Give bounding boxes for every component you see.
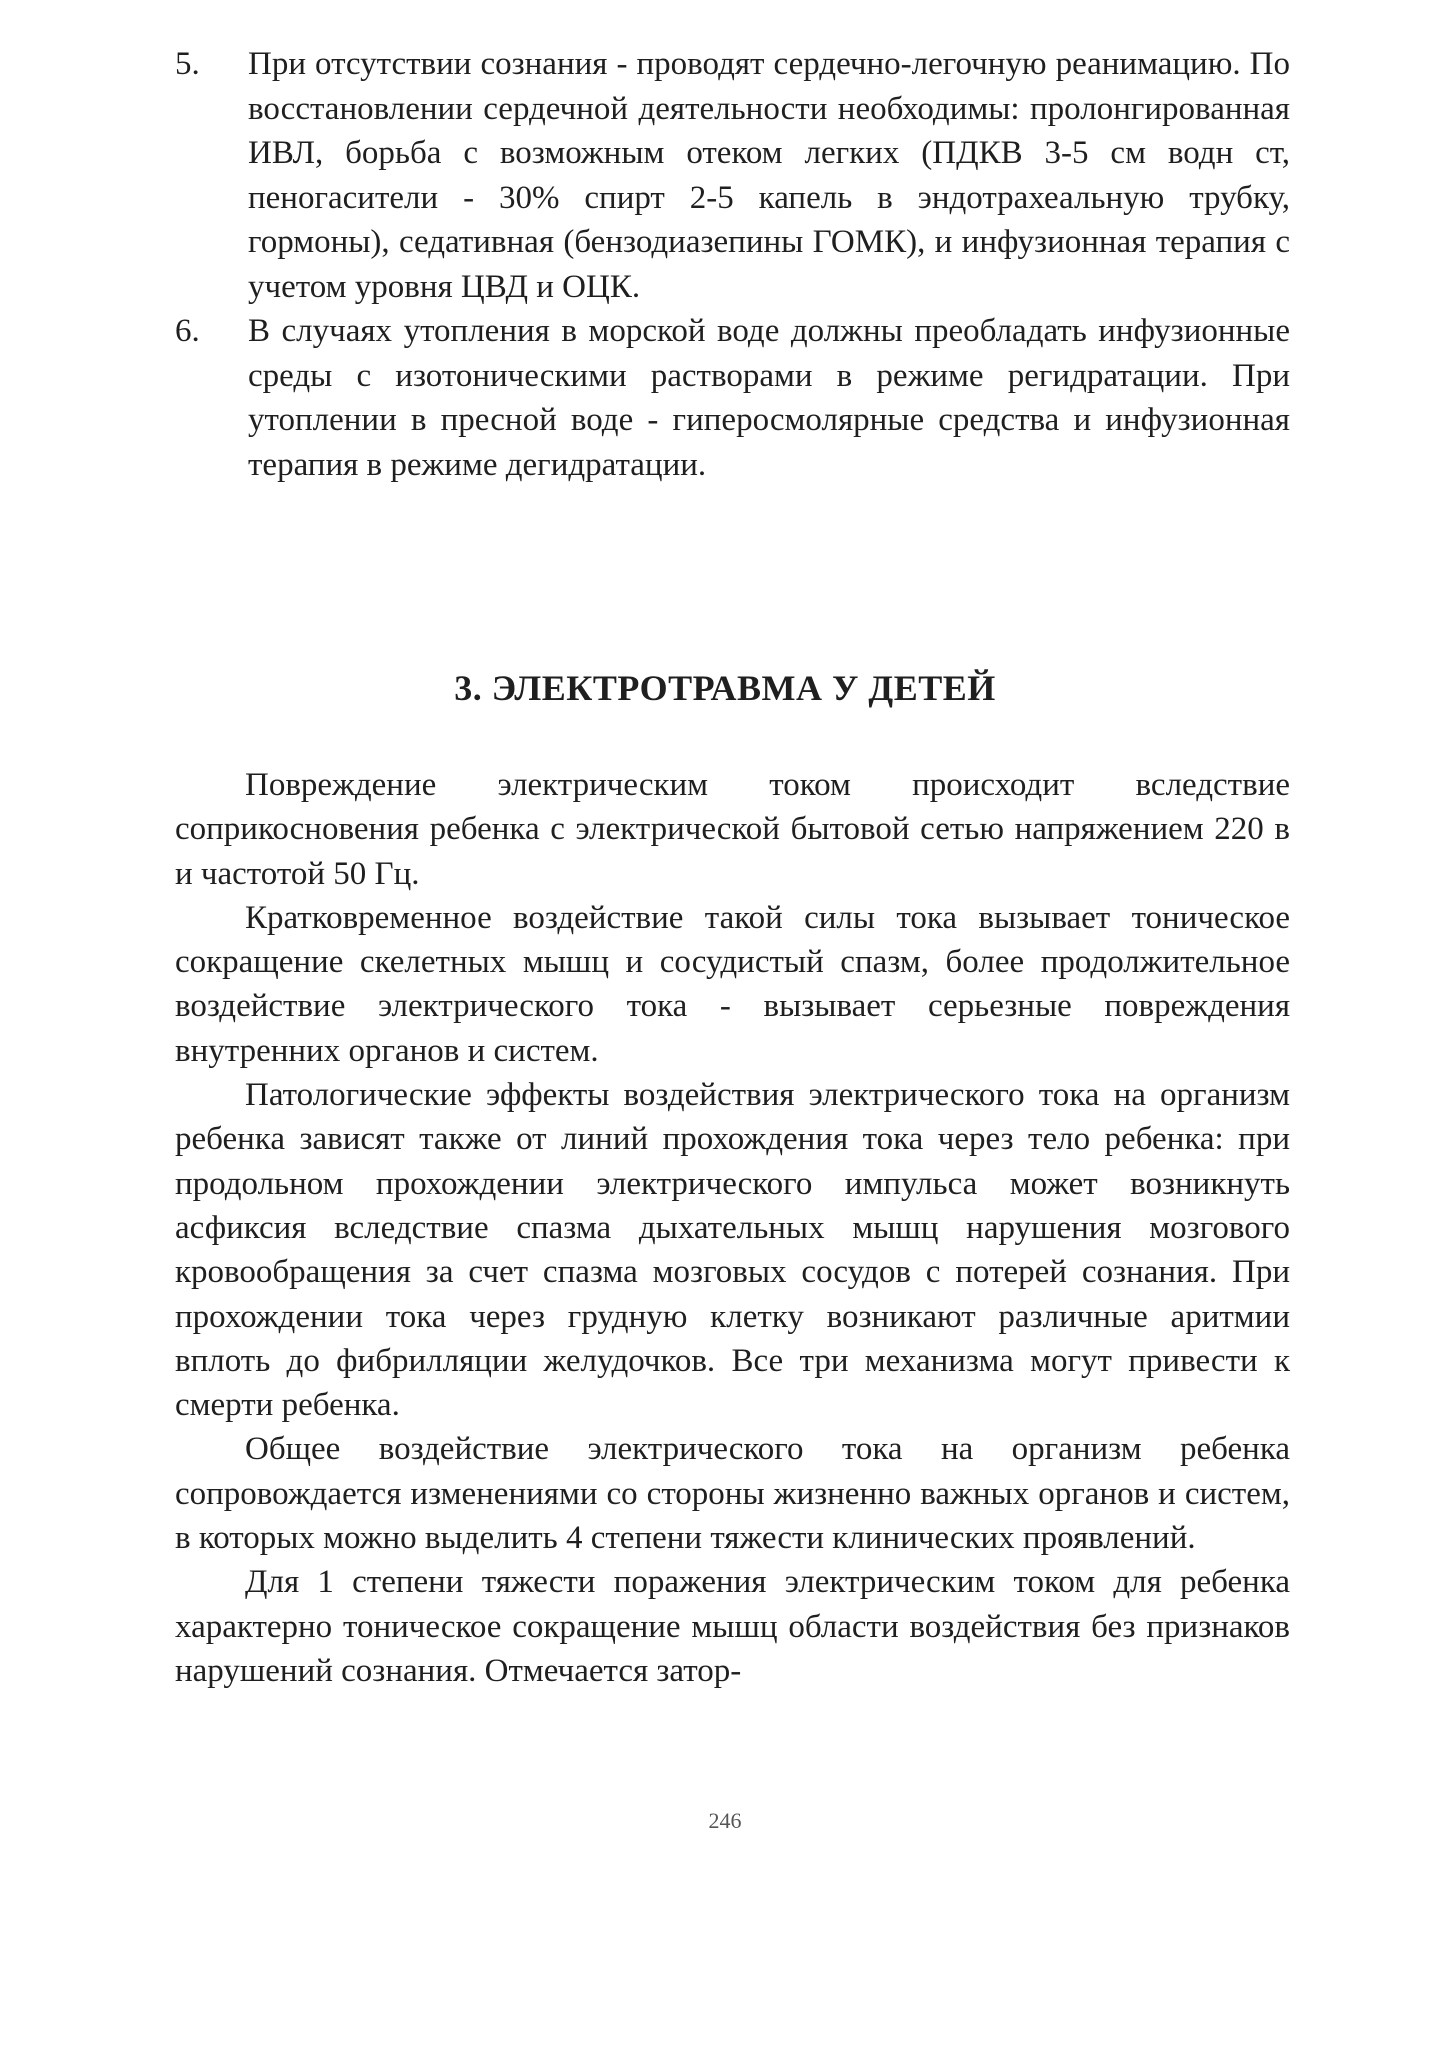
section-heading: 3. ЭЛЕКТРОТРАВМА У ДЕТЕЙ	[454, 668, 996, 708]
list-item	[175, 42, 1290, 309]
paragraph: Кратковременное воздействие такой силы тока вызывает тоническое сокращение скелетных мышц и сосудистый спазм, более продолжительное воздействие электрического тока - вызывает серьезные повреждения внутренних органов и систем.	[175, 899, 1290, 1069]
paragraph: Общее воздействие электрического тока на организм ребенка сопровождается изменениями со стороны жизненно важных органов и систем, в которых можно выделить 4 степени тяжести клинических проявлений.	[175, 1431, 1290, 1557]
section-body	[175, 763, 1290, 1693]
list-item-text: При отсутствии сознания - проводят сердечно-легочную реанимацию. По восстановлении сердечной деятельности необходимы: пролонгированная ИВЛ, борьба с возможным отеком легких (ПДКВ 3-5 см водн ст, пеногасители - 30% спирт 2-5 капель в эндотрахеальную трубку, гормоны), седативная (бензодиазепины ГОМК), и инфузионная терапия с учетом уровня ЦВД и ОЦК.	[248, 46, 1290, 305]
numbered-list	[175, 42, 1290, 487]
list-item	[175, 309, 1290, 487]
paragraph: Повреждение электрическим током происходит вследствие соприкосновения ребенка с электрической бытовой сетью напряжением 220 в и частотой 50 Гц.	[175, 767, 1290, 892]
list-item-number: 6.	[175, 313, 200, 349]
page-number: 246	[708, 1808, 742, 1833]
list-item-number: 5.	[175, 46, 200, 82]
paragraph: Патологические эффекты воздействия электрического тока на организм ребенка зависят также от линий прохождения тока через тело ребенка: при продольном прохождении электрического импульса может возникнуть асфиксия вследствие спазма дыхательных мышц нарушения мозгового кровообращения за счет спазма мозговых сосудов с потерей сознания. При прохождении тока через грудную клетку возникают различные аритмии вплоть до фибрилляции желудочков. Все три механизма могут привести к смерти ребенка.	[175, 1077, 1290, 1424]
paragraph: Для 1 степени тяжести поражения электрическим током для ребенка характерно тоническое сокращение мышц области воздействия без признаков нарушений сознания. Отмечается затор-	[175, 1564, 1290, 1689]
list-item-text: В случаях утопления в морской воде должны преобладать инфузионные среды с изотоническими растворами в режиме регидратации. При утоплении в пресной воде - гиперосмолярные средства и инфузионная терапия в режиме дегидратации.	[248, 313, 1290, 483]
